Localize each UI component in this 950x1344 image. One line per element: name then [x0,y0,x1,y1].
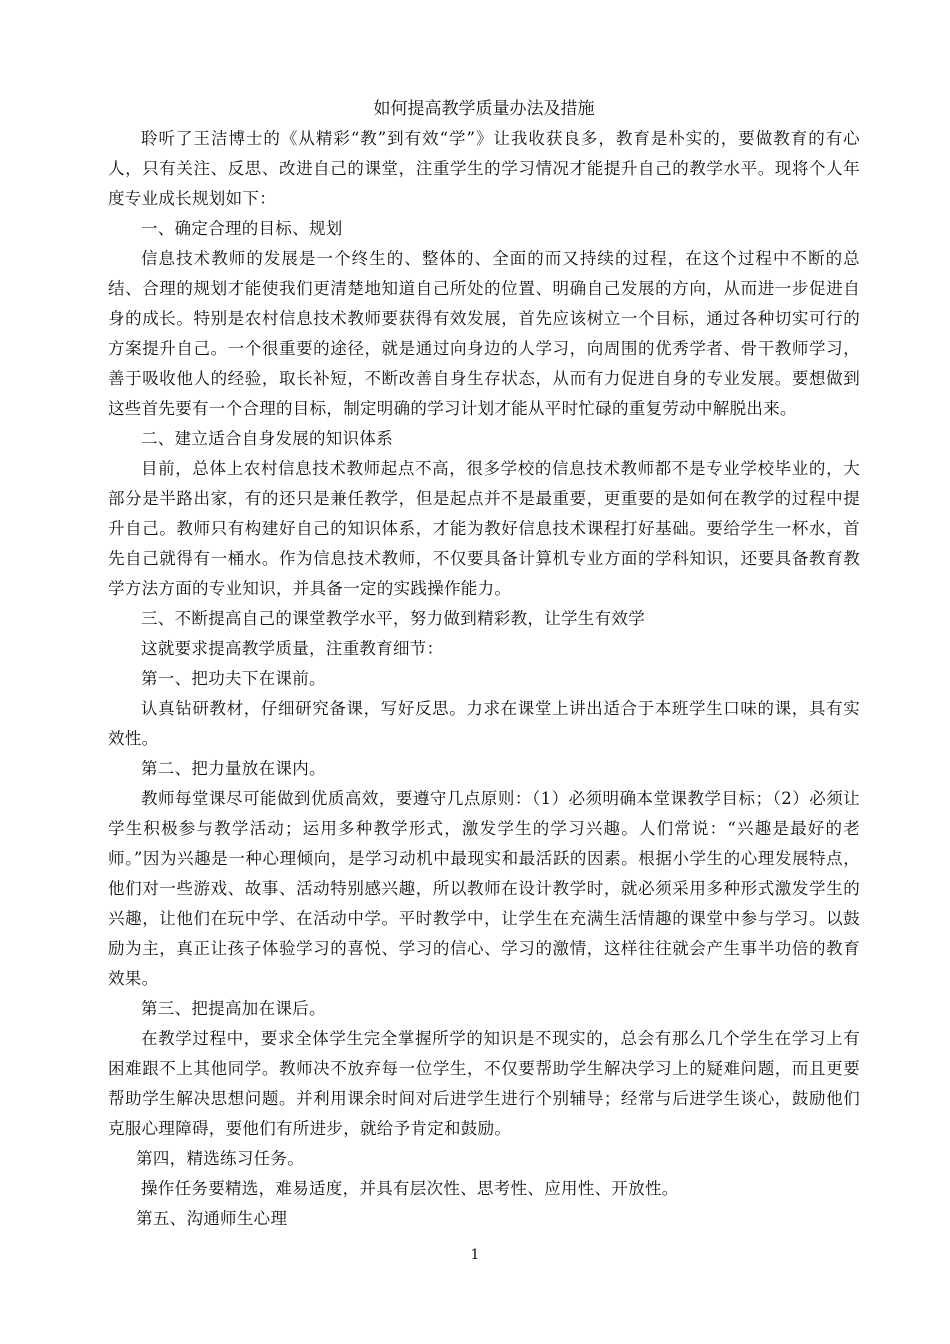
subheading-fifth: 第五、沟通师生心理 [136,1209,288,1228]
subheading-third: 第三、把提高加在课后。 [141,999,326,1018]
subheading-fourth: 第四，精选练习任务。 [136,1149,305,1168]
first-paragraph: 认真钻研教材，仔细研究备课，写好反思。力求在课堂上讲出适合于本班学生口味的课，具有实效性。 [108,699,860,748]
second-paragraph: 教师每堂课尽可能做到优质高效，要遵守几点原则：（1）必须明确本堂课教学目标；（2）必须让学生积极参与教学活动；运用多种教学形式，激发学生的学习兴趣。人们常说：“兴趣是最好的老师。”因为兴趣是一种心理倾向，是学习动机中最现实和最活跃的因素。根据小学生的心理发展特点，他们对一些游戏、故事、活动特别感兴趣，所以教师在设计教学时，就必须采用多种形式激发学生的兴趣，让他们在玩中学、在活动中学。平时教学中，让学生在充满生活情趣的课堂中参与学习。以鼓励为主，真正让孩子体验学习的喜悦、学习的信心、学习的激情，这样往往就会产生事半功倍的教育效果。 [108,789,860,988]
intro-paragraph: 聆听了王洁博士的《从精彩“教”到有效“学”》让我收获良多，教育是朴实的，要做教育的有心人，只有关注、反思、改进自己的课堂，注重学生的学习情况才能提升自己的教学水平。现将个人年度专业成长规划如下： [108,129,860,208]
page-number: 1 [470,1247,480,1263]
section-heading-1: 一、确定合理的目标、规划 [141,219,343,238]
document-page [108,94,860,1234]
subheading-first: 第一、把功夫下在课前。 [141,669,326,688]
section-2-paragraph: 目前，总体上农村信息技术教师起点不高，很多学校的信息技术教师都不是专业学校毕业的，大部分是半路出家，有的还只是兼任教学，但是起点并不是最重要，更重要的是如何在教学的过程中提升自己。教师只有构建好自己的知识体系，才能为教好信息技术课程打好基础。要给学生一杯水，首先自己就得有一桶水。作为信息技术教师，不仅要具备计算机专业方面的学科知识，还要具备教育教学方法方面的专业知识，并具备一定的实践操作能力。 [108,459,860,598]
subheading-second: 第二、把力量放在课内。 [141,759,326,778]
fourth-paragraph: 操作任务要精选，难易适度，并具有层次性、思考性、应用性、开放性。 [141,1179,679,1198]
document-title: 如何提高教学质量办法及措施 [373,99,595,119]
section-heading-2: 二、建立适合自身发展的知识体系 [141,429,393,448]
section-3-intro: 这就要求提高教学质量，注重教育细节： [141,639,444,658]
section-1-paragraph: 信息技术教师的发展是一个终生的、整体的、全面的而又持续的过程，在这个过程中不断的总结、合理的规划才能使我们更清楚地知道自己所处的位置、明确自己发展的方向，从而进一步促进自身的成长。特别是农村信息技术教师要获得有效发展，首先应该树立一个目标，通过各种切实可行的方案提升自己。一个很重要的途径，就是通过向身边的人学习，向周围的优秀学者、骨干教师学习，善于吸收他人的经验，取长补短，不断改善自身生存状态，从而有力促进自身的专业发展。要想做到这些首先要有一个合理的目标，制定明确的学习计划才能从平时忙碌的重复劳动中解脱出来。 [108,249,860,418]
section-heading-3: 三、不断提高自己的课堂教学水平，努力做到精彩教，让学生有效学 [141,609,645,628]
third-paragraph: 在教学过程中，要求全体学生完全掌握所学的知识是不现实的，总会有那么几个学生在学习上有困难跟不上其他同学。教师决不放弃每一位学生，不仅要帮助学生解决学习上的疑难问题，而且更要帮助学生解决思想问题。并利用课余时间对后进学生进行个别辅导；经常与后进学生谈心，鼓励他们克服心理障碍，要他们有所进步，就给予肯定和鼓励。 [108,1029,860,1138]
